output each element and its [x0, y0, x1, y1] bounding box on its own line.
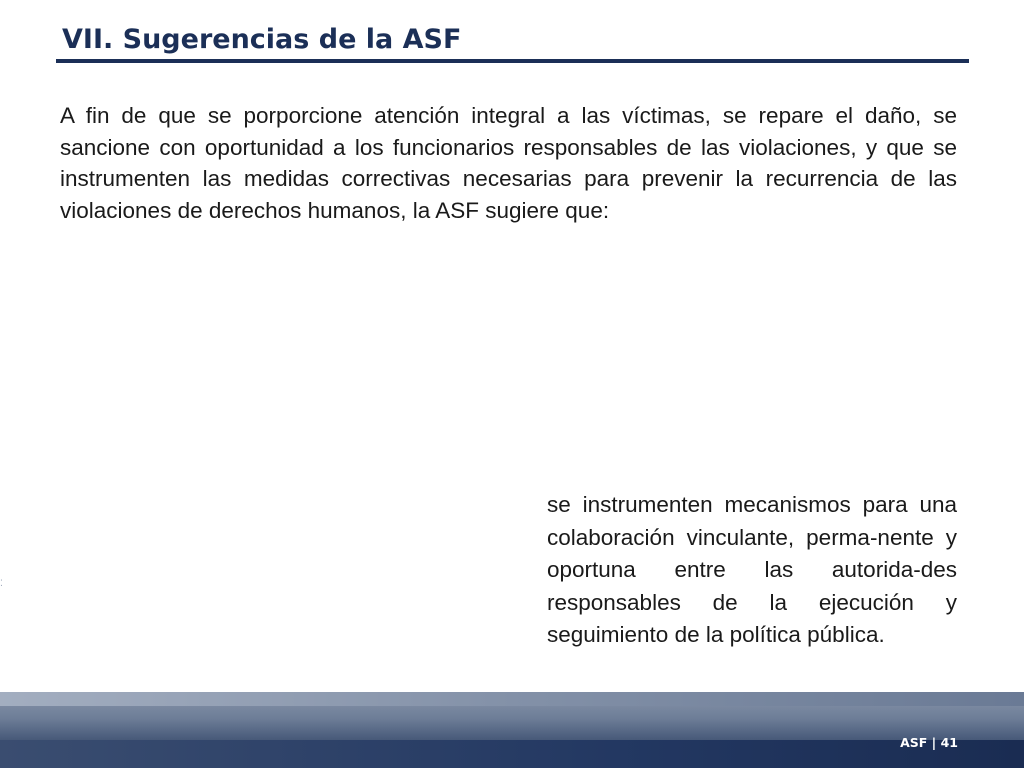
- page-number: ASF | 41: [900, 735, 958, 750]
- intro-paragraph: A fin de que se porporcione atención integral a las víctimas, se repare el daño, se sancione con oportunidad a los funcionarios responsables de las violaciones, y que se instrumenten las medidas correctivas necesarias para prevenir la recurrencia de las violaciones de derechos humanos, la ASF sugiere que:: [60, 103, 957, 223]
- footer-dark-band: [0, 740, 1024, 768]
- title-underline: [56, 59, 969, 63]
- slide-title: VII. Sugerencias de la ASF: [62, 24, 462, 55]
- edge-mark: ⁚: [0, 578, 3, 588]
- footer-stripe: [0, 692, 1024, 706]
- suggestion-text: se instrumenten mecanismos para una colaboración vinculante, perma-nente y oportuna entre las autorida-des responsables de la ejecución y seguimiento de la política pública.: [547, 492, 957, 647]
- footer-band: [0, 692, 1024, 768]
